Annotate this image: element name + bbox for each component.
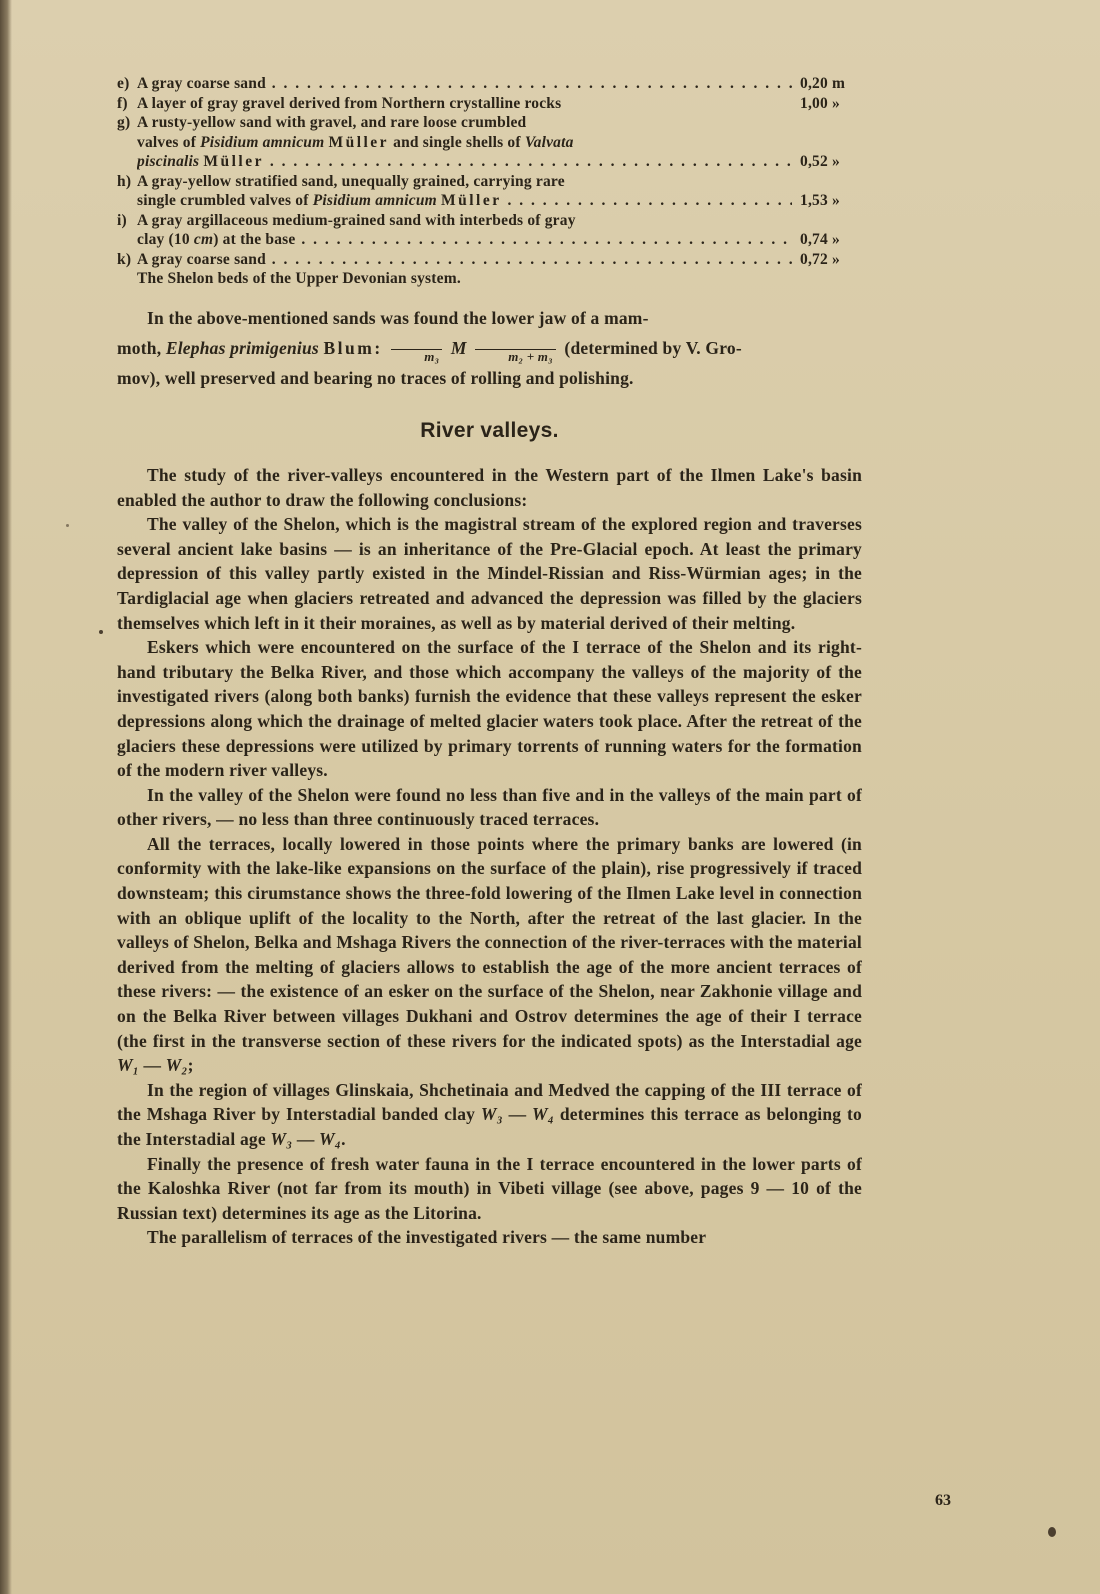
species-author: Blum: — [323, 337, 383, 358]
stratum-k — [117, 250, 862, 270]
paragraph: The study of the river-valleys encountered in the Western part of the Ilmen Lake's basin enabled the author to draw the following conclusions: — [117, 464, 862, 510]
paper-speck — [1048, 1527, 1056, 1537]
stratum-thickness: 1,53 » — [800, 192, 840, 209]
paragraph: Finally the presence of fresh water fauna in the I terrace encountered in the lower parts of the Kaloshka River (not far from its mouth) in Vibeti village (see above, pages 9 — 10 of the Russian text) determines its age as the Litorina. — [117, 1153, 862, 1223]
dental-formula-fraction: m₂ + m₃ — [475, 336, 556, 363]
stratum-thickness: 1,00 » — [800, 94, 840, 112]
stratum-thickness: 0,74 » — [800, 231, 840, 248]
stratum-letter: g) — [117, 114, 131, 131]
stratum-letter: e) — [117, 75, 130, 92]
species-name: Valvata — [524, 133, 574, 151]
species-name: piscinalis — [137, 153, 200, 170]
stratum-letter: f) — [117, 94, 128, 112]
page-text — [117, 74, 862, 1250]
stratum-thickness: 0,20 m — [800, 75, 846, 92]
stratum-g: g) A rusty-yellow sand with gravel, and rare loose crumbled valves of Pisidium amnicum Müller and single shells of Valvata piscinalis Müller . . . 0,52 » — [117, 113, 862, 172]
stratum-e — [117, 74, 862, 94]
species-name: Pisidium amnicum — [312, 192, 437, 209]
strata-list — [117, 74, 862, 289]
stratum-description: A gray coarse sand . . . — [137, 75, 792, 92]
paragraph: Eskers which were encountered on the surface of the I terrace of the Shelon and its right-hand tributary the Belka River, and those which accompany the valleys of the majority of the investigated rivers (along both banks) furnish the evidence that these valleys represent the esker depressions along which the drainage of melted glacier waters took place. After the retreat of the glaciers these depressions were utilized by primary torrents of running waters for the formation of the modern river valleys. — [117, 637, 862, 781]
stratum-letter: i) — [117, 211, 127, 229]
stratum-description: A gray coarse sand . . . — [137, 251, 792, 268]
stratum-thickness: 0,72 » — [800, 250, 840, 268]
species-name: Elephas primigenius — [165, 337, 319, 358]
species-name: Pisidium amnicum — [200, 133, 325, 151]
section-heading: River valleys. — [420, 418, 559, 442]
paragraph: In the valley of the Shelon were found no less than five and in the valleys of the main part of other rivers, — no less than three continuously traced terraces. — [117, 784, 862, 830]
stratum-description: A gray-yellow stratified sand, unequally grained, carrying rare — [137, 172, 565, 190]
stratum-h: h) A gray-yellow stratified sand, unequally grained, carrying rare single crumbled valves of Pisidium amnicum Müller . . . 1,53 » — [117, 172, 862, 211]
dental-formula-fraction: m₃ — [391, 336, 442, 363]
stratum-i: i) A gray argillaceous medium-grained sand with interbeds of gray clay (10 cm) at the base . . . 0,74 » — [117, 211, 862, 250]
strata-footer: The Shelon beds of the Upper Devonian system. — [137, 270, 461, 287]
paragraph: The valley of the Shelon, which is the magistral stream of the explored region and traverses several ancient lake basins — is an inheritance of the Pre-Glacial epoch. At least the primary depression of this valley partly existed in the Mindel-Rissian and Riss-Würmian ages; in the Tardiglacial age when glaciers retreated and advanced the depression was filled by the glaciers themselves which left in it their moraines, as well as by material derived of their melting. — [117, 514, 862, 633]
mammoth-paragraph: In the above-mentioned sands was found the lower jaw of a mam- moth, Elephas primigenius Blum: m₃ M m₂ + m₃ (determined by V. Gro- mov), well preserved and bearing no traces of rolling and polishing. — [117, 307, 742, 388]
paragraph: All the terraces, locally lowered in those points where the primary banks are lowered (in conformity with the lake-like expansions on the surface of the plain), rise progressively if traced downsteam; this cirumstance shows the three-fold lowering of the Ilmen Lake level in connection with an oblique uplift of the locality to the North, after the retreat of the last glacier. In the valleys of Shelon, Belka and Mshaga Rivers the connection of the river-terraces with the material derived from the melting of glaciers allows to establish the age of the more ancient terraces of these rivers: — the existence of an esker on the surface of the Shelon, near Zakhonie village and on the Belka River between villages Dukhani and Ostrov determines the age of their I terrace (the first in the transverse section of these rivers for the indicated spots) as the Interstadial age W₁ — W₂; — [117, 833, 862, 1076]
stratum-f — [117, 94, 862, 114]
paragraph: The parallelism of terraces of the investigated rivers — the same number — [147, 1227, 707, 1248]
stratum-letter: k) — [117, 250, 132, 268]
page-number: 63 — [935, 1492, 951, 1509]
stratum-description: A gray argillaceous medium-grained sand with interbeds of gray — [137, 211, 576, 229]
stratum-description: A rusty-yellow sand with gravel, and rare loose crumbled — [137, 114, 527, 131]
stratum-letter: h) — [117, 172, 132, 190]
page-binding-edge — [0, 0, 12, 1594]
paper-speck — [66, 524, 69, 527]
paragraph: In the region of villages Glinskaia, Shchetinaia and Medved the capping of the III terrace of the Mshaga River by Interstadial banded clay W₃ — W₄ determines this terrace as belonging to the Interstadial age W₃ — W₄. — [117, 1079, 862, 1150]
stratum-thickness: 0,52 » — [800, 153, 840, 170]
paper-speck — [99, 630, 103, 634]
stratum-description: A layer of gray gravel derived from Northern crystalline rocks — [137, 94, 562, 112]
